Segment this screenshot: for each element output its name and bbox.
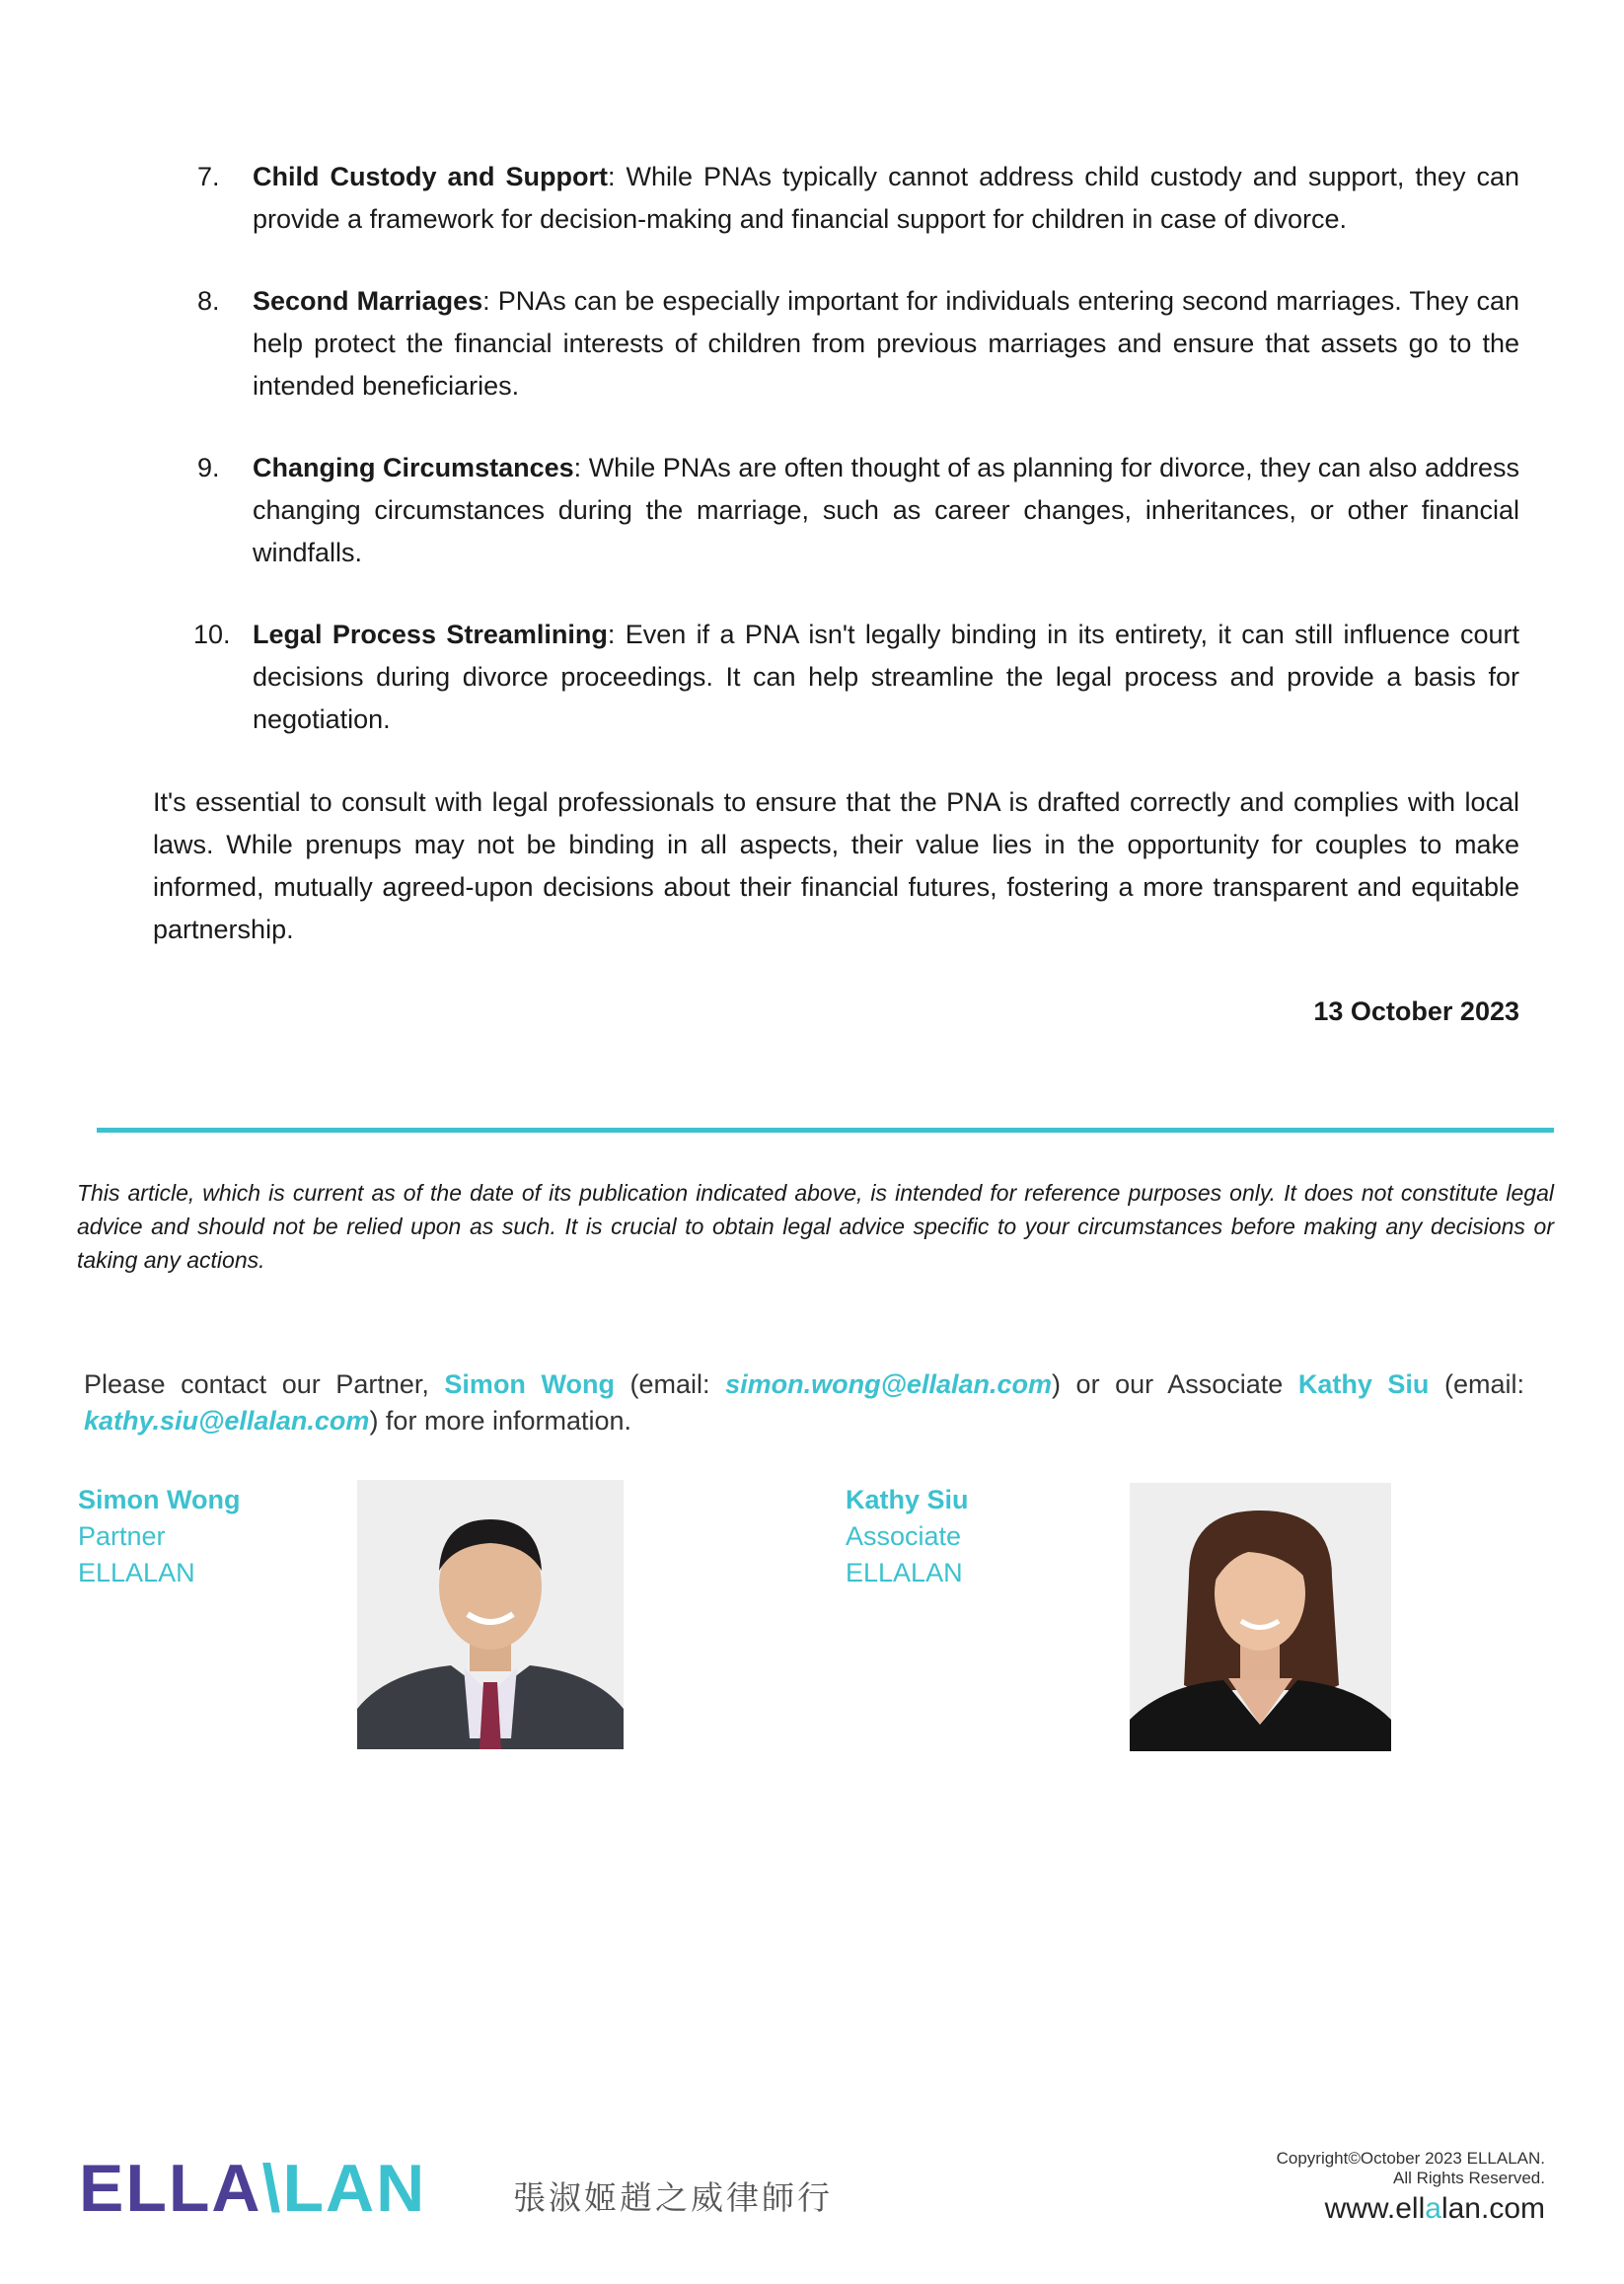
logo-text-part: \LAN xyxy=(261,2151,427,2226)
publication-date: 13 October 2023 xyxy=(1313,996,1519,1026)
associate-card xyxy=(846,1482,969,1591)
person-title: Associate xyxy=(846,1521,962,1551)
person-firm: ELLALAN xyxy=(846,1558,963,1587)
footer-info xyxy=(1277,2149,1545,2228)
associate-photo xyxy=(1130,1483,1391,1751)
person-title: Partner xyxy=(78,1521,166,1551)
list-term: Legal Process Streamlining xyxy=(253,620,608,649)
divider-rule xyxy=(97,1128,1554,1133)
numbered-list xyxy=(193,156,1520,780)
person-name: Simon Wong xyxy=(78,1485,241,1514)
website-text: www.ell xyxy=(1324,2192,1426,2225)
list-item xyxy=(197,280,1519,407)
partner-card xyxy=(78,1482,240,1591)
closing-paragraph: It's essential to consult with legal professionals to ensure that the PNA is drafted correctly and complies with local laws. While prenups may not be binding in all aspects, their value lies in the opportunity for couples to make informed, mutually agreed-upon decisions about their financial futures, fostering a more transparent and equitable partnership. xyxy=(153,787,1519,944)
list-number: 10. xyxy=(193,620,231,649)
associate-name: Kathy Siu xyxy=(1297,1369,1430,1399)
list-text: : Even if a PNA isn't legally binding in its entirety, it can still influence court decisions during divorce proceedings. It can help streamline the legal process and provide a basis for negotiation. xyxy=(253,620,1520,734)
logo-text-part: ELLA xyxy=(79,2151,262,2226)
website-text: lan.com xyxy=(1440,2192,1545,2225)
website-link[interactable] xyxy=(1277,2190,1545,2228)
rights-text: All Rights Reserved. xyxy=(1392,2169,1545,2187)
contact-text: (email: xyxy=(614,1369,726,1399)
associate-email-link[interactable]: kathy.siu@ellalan.com xyxy=(84,1406,370,1436)
contact-text: (email: xyxy=(1429,1369,1524,1399)
disclaimer: This article, which is current as of the date of its publication indicated above, is intended for reference purposes only. It does not constitute legal advice and should not be relied upon as such. It is crucial to obtain legal advice specific to your circumstances before making any decisions or taking any actions. xyxy=(77,1180,1554,1273)
partner-photo xyxy=(357,1480,624,1749)
contact-text: Please contact our Partner, xyxy=(84,1369,445,1399)
person-firm: ELLALAN xyxy=(78,1558,195,1587)
list-number: 9. xyxy=(197,453,220,482)
person-name: Kathy Siu xyxy=(846,1485,969,1514)
list-text: : While PNAs are often thought of as planning for divorce, they can also address changing circumstances during the marriage, such as career changes, inheritances, or other financial windfalls. xyxy=(253,453,1519,567)
website-text-accent: a xyxy=(1425,2192,1441,2225)
contact-paragraph xyxy=(84,1366,1524,1439)
contact-text: ) or our Associate xyxy=(1052,1369,1298,1399)
list-item xyxy=(197,156,1519,241)
partner-email-link[interactable]: simon.wong@ellalan.com xyxy=(725,1369,1052,1399)
list-number: 8. xyxy=(197,286,220,316)
firm-chinese-name: 張淑姬趙之威律師行 xyxy=(513,2179,833,2216)
partner-name: Simon Wong xyxy=(444,1369,615,1399)
list-item xyxy=(197,447,1519,574)
list-term: Changing Circumstances xyxy=(253,453,574,482)
list-item xyxy=(193,614,1520,741)
copyright-text: Copyright©October 2023 ELLALAN. xyxy=(1276,2149,1545,2168)
list-text: : PNAs can be especially important for individuals entering second marriages. They can help protect the financial interests of children from previous marriages and ensure that assets go to the intended beneficiaries. xyxy=(253,286,1519,401)
list-text: : While PNAs typically cannot address child custody and support, they can provide a framework for decision-making and financial support for children in case of divorce. xyxy=(253,162,1519,234)
ellalan-logo xyxy=(79,2151,427,2226)
contact-text: ) for more information. xyxy=(369,1406,632,1436)
list-term: Second Marriages xyxy=(253,286,483,316)
list-number: 7. xyxy=(197,162,220,191)
list-term: Child Custody and Support xyxy=(253,162,608,191)
